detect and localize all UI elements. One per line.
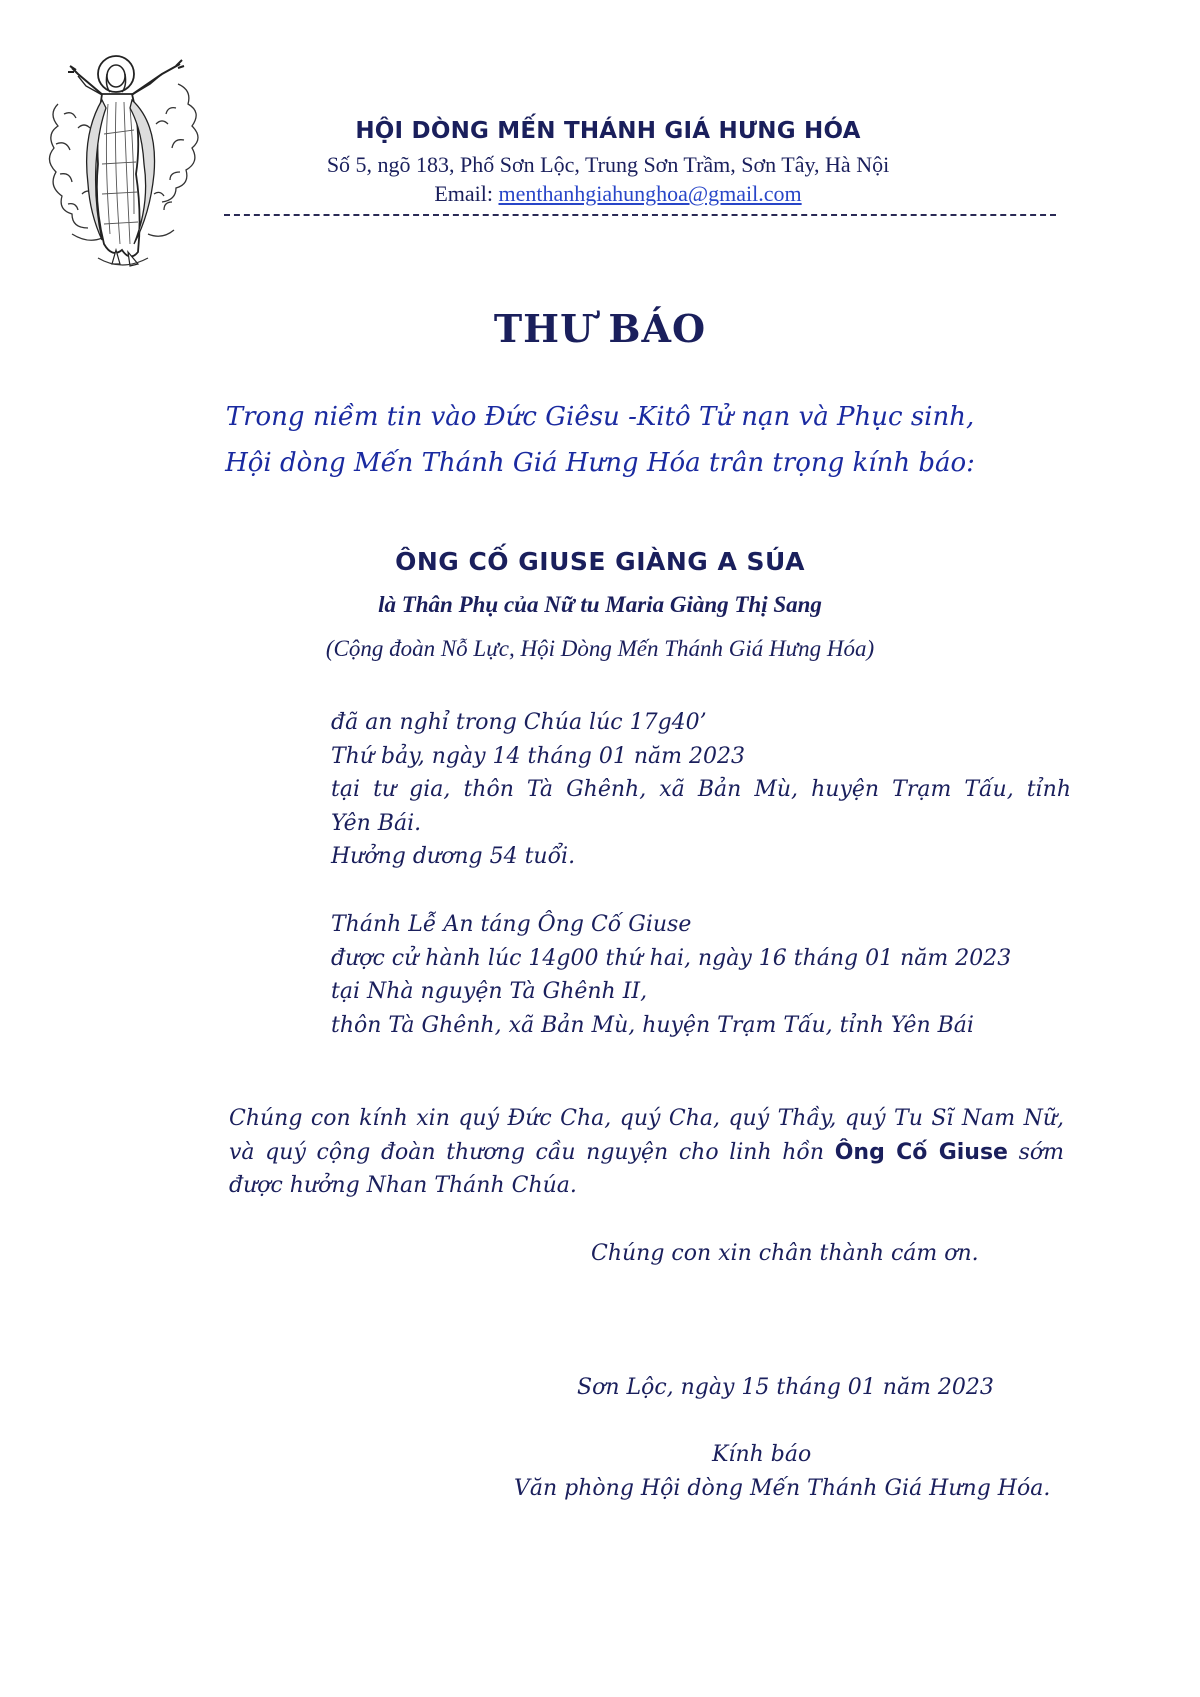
request-text-1: Chúng con kính xin quý Đức Cha, quý Cha, quý Thầy, quý Tu Sĩ Nam Nữ, và quý cộng đoàn thương cầu nguyện cho linh hồn	[229, 1106, 1064, 1165]
death-time: đã an nghỉ trong Chúa lúc 17g40’	[331, 710, 707, 735]
mass-place-cont: thôn Tà Ghênh, xã Bản Mù, huyện Trạm Tấu, tỉnh Yên Bái	[331, 1012, 974, 1038]
death-date: Thứ bảy, ngày 14 tháng 01 năm 2023	[331, 743, 745, 769]
intro-line-2: Hội dòng Mến Thánh Giá Hưng Hóa trân trọng kính báo:	[225, 448, 975, 478]
intro-line-1: Trong niềm tin vào Đức Giêsu -Kitô Tử nạn và Phục sinh,	[225, 402, 975, 432]
request-text-2: sớm được hưởng Nhan Thánh Chúa.	[229, 1139, 1065, 1198]
thanks-line: Chúng con xin chân thành cám ơn.	[591, 1241, 979, 1266]
organization-name: HỘI DÒNG MẾN THÁNH GIÁ HƯNG HÓA	[355, 118, 861, 144]
mass-time: được cử hành lúc 14g00 thứ hai, ngày 16 tháng 01 năm 2023	[331, 945, 1012, 971]
office-signature: Văn phòng Hội dòng Mến Thánh Giá Hưng Hóa.	[514, 1476, 1051, 1501]
mass-place: tại Nhà nguyện Tà Ghênh II,	[331, 979, 648, 1004]
funeral-mass-details	[331, 908, 1071, 1042]
header-divider	[224, 214, 1056, 216]
email-label: Email:	[434, 181, 499, 206]
mass-title: Thánh Lễ An táng Ông Cố Giuse	[331, 912, 692, 937]
death-place-cont: Yên Bái.	[331, 810, 422, 836]
risen-christ-icon	[38, 44, 206, 290]
place-date: Sơn Lộc, ngày 15 tháng 01 năm 2023	[577, 1375, 994, 1400]
deceased-relation: là Thân Phụ của Nữ tu Maria Giàng Thị Sang	[378, 592, 822, 617]
community-note: (Cộng đoàn Nỗ Lực, Hội Dòng Mến Thánh Giá Hưng Hóa)	[325, 636, 875, 661]
death-place: tại tư gia, thôn Tà Ghênh, xã Bản Mù, huyện Trạm Tấu, tỉnh	[331, 777, 1071, 802]
document-title: THƯ BÁO	[493, 306, 707, 351]
prayer-request	[229, 1102, 1064, 1203]
kinh-bao: Kính báo	[712, 1442, 812, 1467]
organization-address: Số 5, ngõ 183, Phố Sơn Lộc, Trung Sơn Trầm, Sơn Tây, Hà Nội	[326, 152, 890, 177]
request-name-bold: Ông Cố Giuse	[834, 1139, 1008, 1165]
email-link[interactable]: menthanhgiahunghoa@gmail.com	[498, 181, 802, 206]
deceased-name: ÔNG CỐ GIUSE GIÀNG A SÚA	[395, 547, 805, 576]
death-details	[331, 706, 1071, 874]
email-line	[218, 181, 1008, 207]
age: Hưởng dương 54 tuổi.	[331, 844, 576, 869]
